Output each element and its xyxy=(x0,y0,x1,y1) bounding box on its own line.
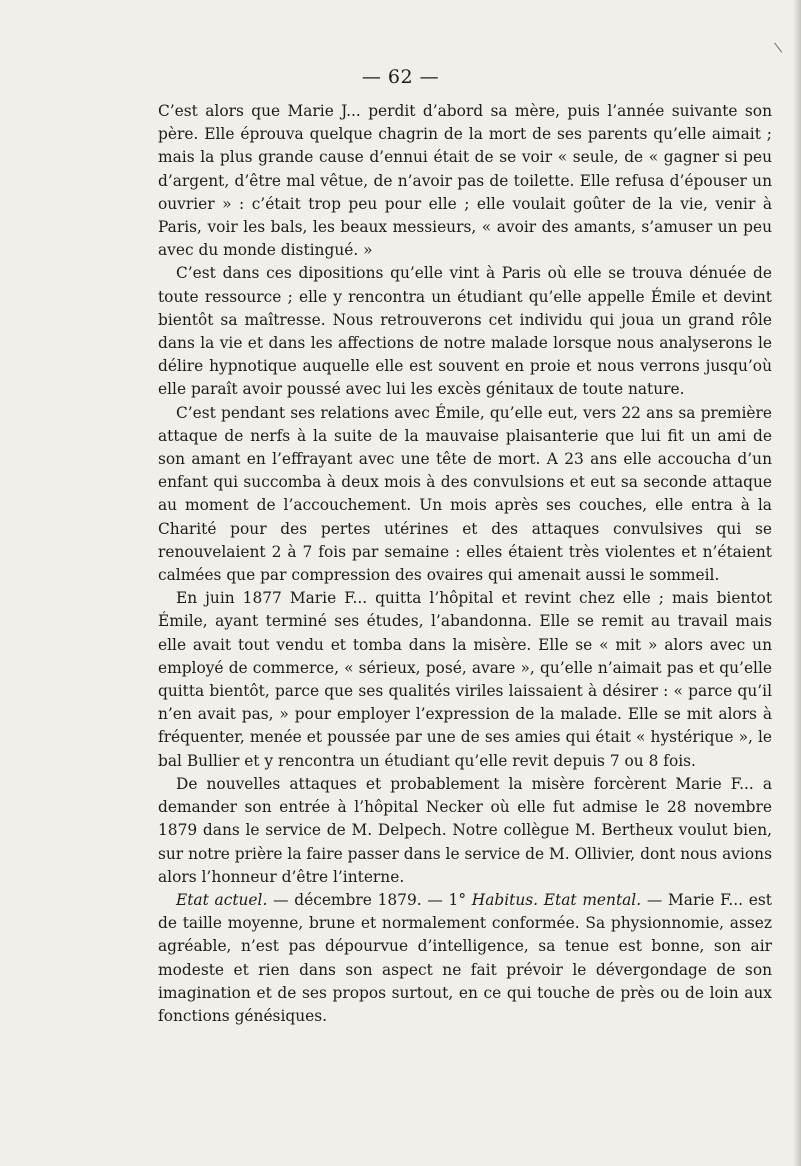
state-text: — Marie F... est de taille moyenne, brune et normalement conformée. Sa physionnomie, assez agréable, n’est pas dépourvue d’intelligence, sa tenue est bonne, son air modeste et rien dans son aspect ne fait prévoir le dévergondage de son imagination et de ses propos surtout, en ce qui touche de près ou de loin aux fonctions génésiques. xyxy=(158,890,772,1025)
paragraph-1: C’est alors que Marie J... perdit d’abord sa mère, puis l’année suivante son père. Elle éprouva quelque chagrin de la mort de ses parents qu’elle aimait ; mais la plus grande cause d’ennui était de se voir « seule, de « gagner si peu d’argent, d’être mal vêtue, de n’avoir pas de toilette. Elle refusa d’épouser un ouvrier » : c’était trop peu pour elle ; elle voulait goûter de la vie, venir à Paris, voir les bals, les beaux messieurs, « avoir des amants, s’amuser un peu avec du monde distingué. » xyxy=(158,102,772,260)
state-date: — décembre 1879. — 1° xyxy=(267,890,472,909)
paragraph-4: En juin 1877 Marie F... quitta l’hôpital et revint chez elle ; mais bientot Émile, ayant terminé ses études, l’abandonna. Elle se remit au travail mais elle avait tout vendu et tomba dans la misère. Elle se « mit » alors avec un employé de commerce, « sérieux, posé, avare », qu’elle n’aimait pas et qu’elle quitta bientôt, parce que ses qualités viriles laissaient à désirer : « parce qu’il n’en avait pas, » pour employer l’expression de la malade. Elle se mit alors à fréquenter, menée et poussée par une de ses amies qui était « hystérique », le bal Bullier et y rencontra un étudiant qu’elle revit depuis 7 ou 8 fois. xyxy=(158,589,772,770)
margin-mark: \ xyxy=(773,39,784,57)
paragraph-2: C’est dans ces dipositions qu’elle vint à Paris où elle se trouva dénuée de toute ressource ; elle y rencontra un étudiant qu’elle appelle Émile et devint bientôt sa maîtresse. Nous retrouverons cet individu qui joua un grand rôle dans la vie et dans les affections de notre malade lorsque nous analyserons le délire hypnotique auquelle elle est souvent en proie et nous verrons jusqu’où elle paraît avoir poussé avec lui les excès génitaux de toute nature. xyxy=(158,264,772,399)
state-label: Etat actuel. xyxy=(176,890,268,909)
page-number: — 62 — xyxy=(361,66,440,88)
paragraph-6 xyxy=(158,889,772,1028)
paragraph-5: De nouvelles attaques et probablement la misère forcèrent Marie F... a demander son entrée à l’hôpital Necker où elle fut admise le 28 novembre 1879 dans le service de M. Delpech. Notre collègue M. Bertheux voulut bien, sur notre prière la faire passer dans le service de M. Ollivier, dont nous avions alors l’honneur d’être l’interne. xyxy=(158,774,772,886)
paragraph-3: C’est pendant ses relations avec Émile, qu’elle eut, vers 22 ans sa première attaque de nerfs à la suite de la mauvaise plaisanterie que lui fit un ami de son amant en l’effrayant avec une tête de mort. A 23 ans elle accoucha d’un enfant qui succomba à deux mois à des convulsions et eut sa seconde attaque au moment de l’accouchement. Un mois après ses couches, elle entra à la Charité pour des pertes utérines et des attaques convulsives qui se renouvelaient 2 à 7 fois par semaine : elles étaient très violentes et n’étaient calmées que par compression des ovaires qui amenait aussi le sommeil. xyxy=(158,403,772,585)
page-edge-shadow xyxy=(793,0,801,1166)
body-text xyxy=(158,100,772,1028)
habitus-label: Habitus. Etat mental. xyxy=(471,890,642,909)
